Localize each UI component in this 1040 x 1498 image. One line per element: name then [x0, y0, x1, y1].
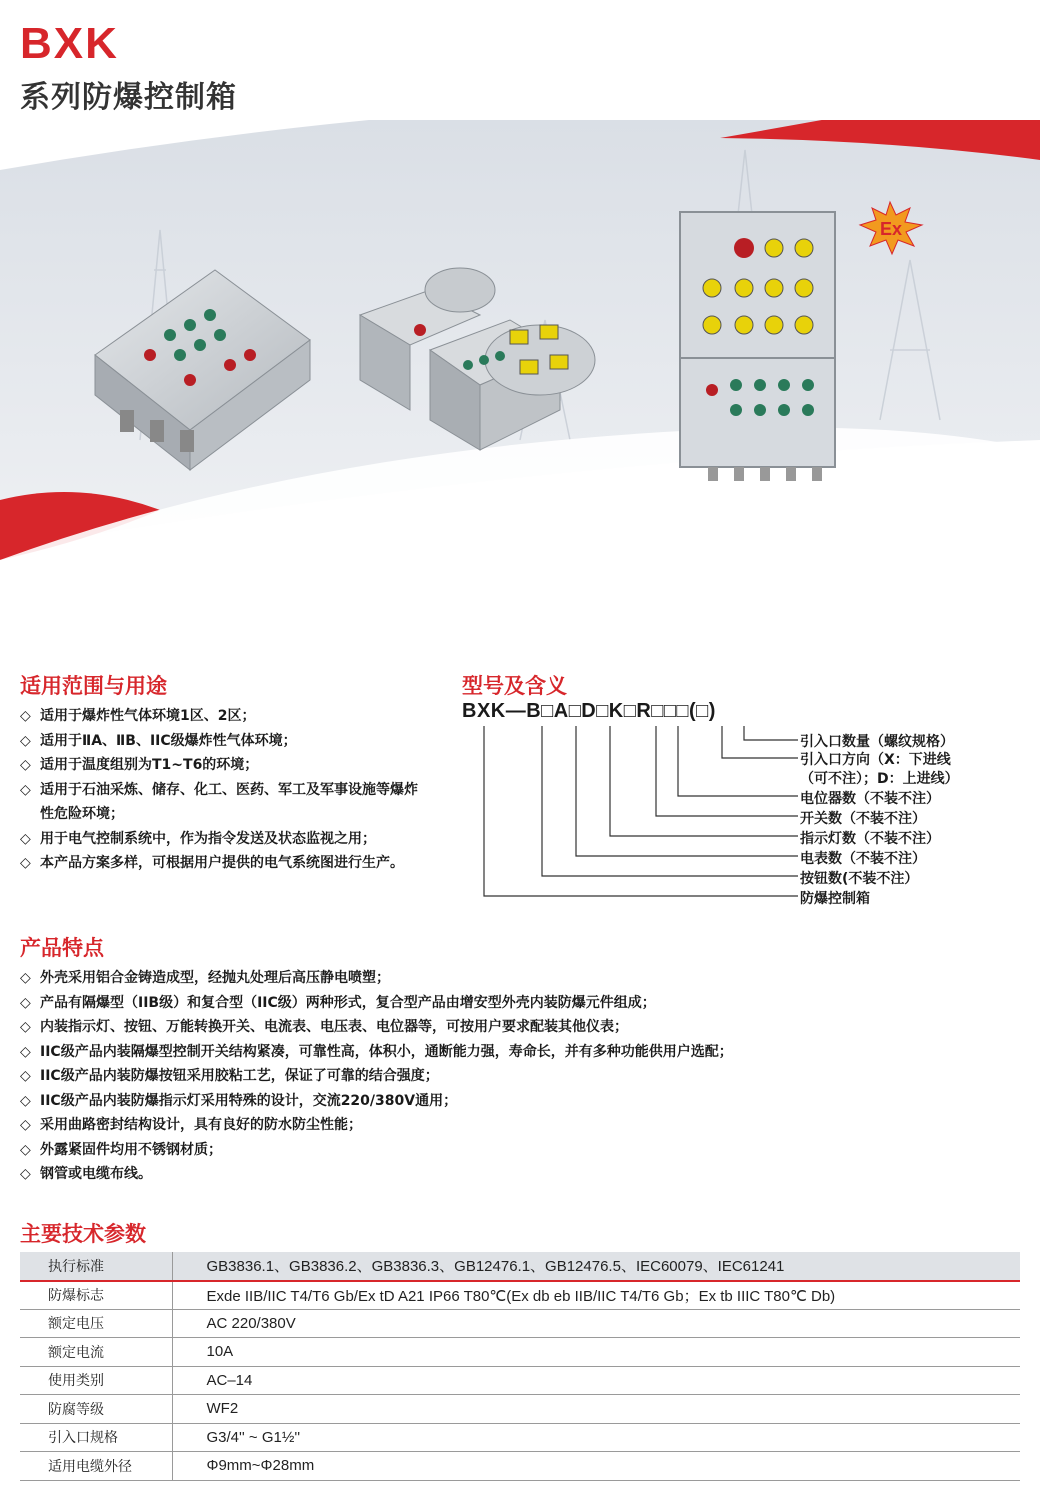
- param-value: Φ9mm~Φ28mm: [172, 1452, 1020, 1481]
- diamond-bullet-icon: ◇: [20, 1141, 31, 1158]
- list-item: ◇ IIC级产品内装隔爆型控制开关结构紧凑，可靠性高，体积小，通断能力强，寿命长，并有多种功能供用户选配；: [20, 1040, 1020, 1065]
- list-item: ◇ 采用曲路密封结构设计，具有良好的防水防尘性能；: [20, 1113, 1020, 1138]
- diamond-bullet-icon: ◇: [20, 830, 31, 847]
- model-label: 电位器数（不装不注）: [800, 791, 940, 807]
- diamond-bullet-icon: ◇: [20, 855, 31, 871]
- param-key: 适用电缆外径: [20, 1452, 172, 1481]
- param-value: G3/4'' ~ G1½'': [172, 1423, 1020, 1452]
- list-item: ◇ 内装指示灯、按钮、万能转换开关、电流表、电压表、电位器等，可按用户要求配装其他仪表；: [20, 1015, 1020, 1040]
- params-section-title: 主要技术参数: [20, 1222, 146, 1246]
- table-row: [20, 1338, 1020, 1367]
- page-title: 系列防爆控制箱: [20, 80, 237, 115]
- list-item: ◇ 外壳采用铝合金铸造成型，经抛丸处理后高压静电喷塑；: [20, 966, 1020, 991]
- diamond-bullet-icon: ◇: [20, 994, 31, 1011]
- params-table: [20, 1252, 1020, 1481]
- list-item: ◇ IIC级产品内装防爆指示灯采用特殊的设计，交流220/380V通用；: [20, 1089, 1020, 1114]
- table-row: [20, 1309, 1020, 1338]
- model-label: 电表数（不装不注）: [800, 851, 926, 867]
- diamond-bullet-icon: ◇: [20, 1117, 31, 1133]
- table-row: [20, 1252, 1020, 1281]
- list-item: ◇ 外露紧固件均用不锈钢材质；: [20, 1138, 1020, 1163]
- model-label: 防爆控制箱: [800, 891, 870, 907]
- scope-section-title: 适用范围与用途: [20, 674, 167, 698]
- list-item: ◇ 适用于爆炸性气体环境1区、2区；: [20, 704, 420, 729]
- list-item: ◇ 钢管或电缆布线。: [20, 1162, 1020, 1187]
- diamond-bullet-icon: ◇: [20, 732, 31, 749]
- diamond-bullet-icon: ◇: [20, 757, 31, 773]
- brand-logo: BXK: [20, 19, 119, 68]
- model-section-title: 型号及含义: [462, 674, 567, 698]
- param-key: 执行标准: [20, 1252, 172, 1281]
- diamond-bullet-icon: ◇: [20, 970, 31, 986]
- features-list: [20, 966, 1020, 1187]
- list-item: ◇ 适用于温度组别为T1~T6的环境；: [20, 753, 420, 778]
- diamond-bullet-icon: ◇: [20, 1043, 31, 1060]
- table-row: [20, 1423, 1020, 1452]
- diamond-bullet-icon: ◇: [20, 1166, 31, 1182]
- param-value: AC 220/380V: [172, 1309, 1020, 1338]
- table-row: [20, 1452, 1020, 1481]
- param-key: 额定电流: [20, 1338, 172, 1367]
- table-row: [20, 1395, 1020, 1424]
- model-label: 引入口方向（X：下进线: [800, 752, 951, 768]
- diamond-bullet-icon: ◇: [20, 1068, 31, 1084]
- product-image-3: [680, 212, 835, 481]
- scope-list: [20, 704, 420, 876]
- param-key: 防爆标志: [20, 1281, 172, 1310]
- diamond-bullet-icon: ◇: [20, 1019, 31, 1035]
- param-key: 防腐等级: [20, 1395, 172, 1424]
- ex-badge-label: Ex: [879, 219, 903, 239]
- list-item: ◇ 产品有隔爆型（IIB级）和复合型（IIC级）两种形式，复合型产品由增安型外壳内装防爆元件组成；: [20, 991, 1020, 1016]
- model-code: BXK—B□A□D□K□R□□□(□): [462, 700, 716, 722]
- model-label: 按钮数(不装不注）: [800, 871, 919, 887]
- list-item: ◇ 用于电气控制系统中，作为指令发送及状态监视之用；: [20, 827, 420, 852]
- hero-banner: [0, 120, 1040, 620]
- model-label: （可不注）；D：上进线）: [800, 771, 959, 787]
- diamond-bullet-icon: ◇: [20, 781, 31, 798]
- param-key: 使用类别: [20, 1366, 172, 1395]
- list-item: ◇ 适用于ⅡA、ⅡB、IIC级爆炸性气体环境；: [20, 729, 420, 754]
- param-value: WF2: [172, 1395, 1020, 1424]
- param-value: GB3836.1、GB3836.2、GB3836.3、GB12476.1、GB12476.5、IEC60079、IEC61241: [172, 1252, 1020, 1281]
- diamond-bullet-icon: ◇: [20, 1092, 31, 1109]
- table-row: [20, 1366, 1020, 1395]
- param-key: 额定电压: [20, 1309, 172, 1338]
- model-label: 引入口数量（螺纹规格）: [800, 734, 954, 750]
- list-item: ◇ 适用于石油采炼、储存、化工、医药、军工及军事设施等爆炸性危险环境；: [20, 778, 420, 827]
- param-value: 10A: [172, 1338, 1020, 1367]
- param-value: Exde IIB/IIC T4/T6 Gb/Ex tD A21 IP66 T80℃(Ex db eb IIB/IIC T4/T6 Gb；Ex tb IIIC T80℃ Db): [172, 1281, 1020, 1310]
- table-row: [20, 1281, 1020, 1310]
- diamond-bullet-icon: ◇: [20, 708, 31, 724]
- features-section-title: 产品特点: [20, 936, 104, 960]
- list-item: ◇ 本产品方案多样，可根据用户提供的电气系统图进行生产。: [20, 851, 420, 876]
- model-label: 开关数（不装不注）: [800, 811, 926, 827]
- model-label: 指示灯数（不装不注）: [800, 831, 940, 847]
- param-value: AC–14: [172, 1366, 1020, 1395]
- param-key: 引入口规格: [20, 1423, 172, 1452]
- list-item: ◇ IIC级产品内装防爆按钮采用胶粘工艺，保证了可靠的结合强度；: [20, 1064, 1020, 1089]
